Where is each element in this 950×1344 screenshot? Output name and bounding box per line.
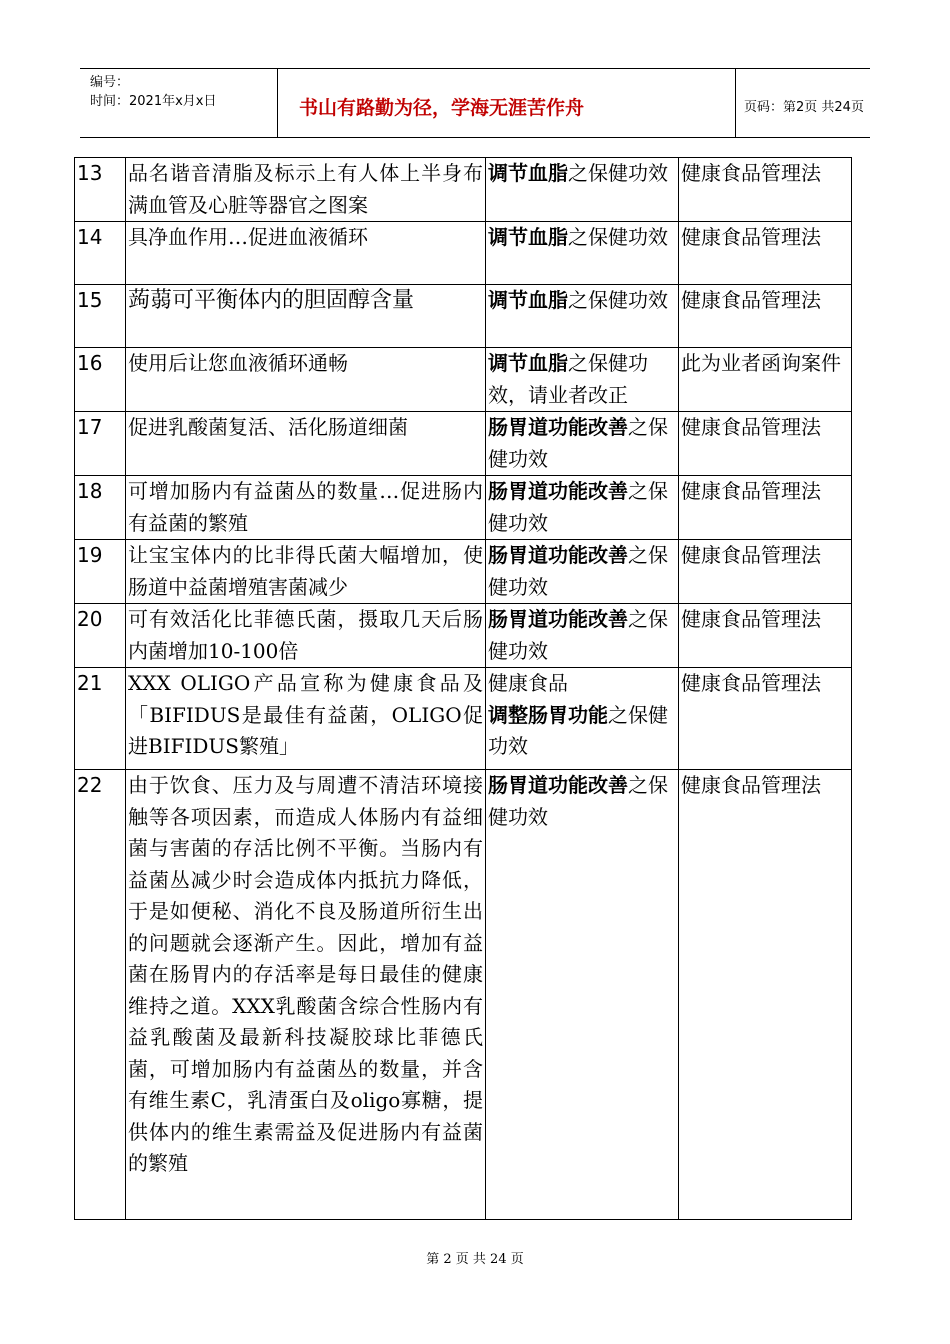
effect-keyword: 肠胃道功能改善 bbox=[488, 607, 628, 631]
effect-cell bbox=[486, 668, 679, 770]
legal-basis: 健康食品管理法 bbox=[679, 158, 852, 222]
effect-keyword: 肠胃道功能改善 bbox=[488, 479, 628, 503]
row-number: 14 bbox=[75, 222, 126, 285]
effect-cell bbox=[486, 348, 679, 412]
effect-cell bbox=[486, 540, 679, 604]
header-motto: 书山有路勤为径，学海无涯苦作舟 bbox=[278, 69, 736, 137]
legal-basis: 健康食品管理法 bbox=[679, 604, 852, 668]
effect-cell bbox=[486, 604, 679, 668]
effect-keyword: 调节血脂 bbox=[488, 288, 568, 312]
table-row bbox=[75, 222, 852, 285]
table-row bbox=[75, 158, 852, 222]
row-number: 20 bbox=[75, 604, 126, 668]
row-number: 13 bbox=[75, 158, 126, 222]
claim-text: 蒟蒻可平衡体内的胆固醇含量 bbox=[126, 285, 486, 348]
claim-text: 品名谐音清脂及标示上有人体上半身布满血管及心脏等器官之图案 bbox=[126, 158, 486, 222]
effect-keyword: 调整肠胃功能 bbox=[488, 702, 608, 727]
effect-cell bbox=[486, 412, 679, 476]
legal-basis: 健康食品管理法 bbox=[679, 476, 852, 540]
claim-text: 使用后让您血液循环通畅 bbox=[126, 348, 486, 412]
table-row bbox=[75, 668, 852, 770]
row-number: 16 bbox=[75, 348, 126, 412]
effect-keyword: 调节血脂 bbox=[488, 161, 568, 185]
effect-suffix: 之保健功效 bbox=[488, 702, 668, 758]
table-row bbox=[75, 348, 852, 412]
claim-text: 可有效活化比菲德氏菌，摄取几天后肠内菌增加10-100倍 bbox=[126, 604, 486, 668]
row-number: 22 bbox=[75, 770, 126, 1220]
effect-suffix: 之保健功效 bbox=[568, 225, 668, 249]
legal-basis: 健康食品管理法 bbox=[679, 540, 852, 604]
claim-text: 可增加肠内有益菌丛的数量…促进肠内有益菌的繁殖 bbox=[126, 476, 486, 540]
legal-basis: 健康食品管理法 bbox=[679, 412, 852, 476]
effect-keyword: 肠胃道功能改善 bbox=[488, 415, 628, 439]
legal-basis: 健康食品管理法 bbox=[679, 285, 852, 348]
claim-text: XXX OLIGO产品宣称为健康食品及「BIFIDUS是最佳有益菌，OLIGO促进BIFIDUS繁殖」 bbox=[126, 668, 486, 770]
effect-suffix: 之保健功效 bbox=[488, 479, 668, 535]
effect-suffix: 之保健功效 bbox=[568, 288, 668, 312]
row-number: 15 bbox=[75, 285, 126, 348]
effect-prefix: 健康食品 bbox=[488, 671, 568, 695]
row-number: 17 bbox=[75, 412, 126, 476]
effect-cell bbox=[486, 476, 679, 540]
legal-basis: 健康食品管理法 bbox=[679, 222, 852, 285]
table-row bbox=[75, 540, 852, 604]
legal-basis: 此为业者函询案件 bbox=[679, 348, 852, 412]
table-row bbox=[75, 770, 852, 1220]
effect-keyword: 调节血脂 bbox=[488, 351, 568, 375]
effect-keyword: 调节血脂 bbox=[488, 225, 568, 249]
page-header bbox=[80, 68, 870, 138]
table-row bbox=[75, 476, 852, 540]
effect-suffix: 之保健功效 bbox=[568, 161, 668, 185]
legal-basis: 健康食品管理法 bbox=[679, 668, 852, 770]
row-number: 19 bbox=[75, 540, 126, 604]
claims-table bbox=[74, 157, 852, 1220]
legal-basis: 健康食品管理法 bbox=[679, 770, 852, 1220]
effect-suffix: 之保健功效 bbox=[488, 543, 668, 599]
effect-cell bbox=[486, 222, 679, 285]
effect-suffix: 之保健功效 bbox=[488, 773, 668, 829]
row-number: 21 bbox=[75, 668, 126, 770]
effect-cell bbox=[486, 770, 679, 1220]
claim-text: 具净血作用…促进血液循环 bbox=[126, 222, 486, 285]
table-row bbox=[75, 412, 852, 476]
page-footer: 第 2 页 共 24 页 bbox=[426, 1252, 524, 1267]
effect-keyword: 肠胃道功能改善 bbox=[488, 773, 628, 797]
date-line: 时间：2021年x月x日 bbox=[90, 94, 217, 109]
row-number: 18 bbox=[75, 476, 126, 540]
effect-keyword: 肠胃道功能改善 bbox=[488, 543, 628, 567]
table-row bbox=[75, 604, 852, 668]
claim-text: 由于饮食、压力及与周遭不清洁环境接触等各项因素，而造成人体肠内有益细菌与害菌的存活比例不平衡。当肠内有益菌丛减少时会造成体内抵抗力降低，于是如便秘、消化不良及肠道所衍生出的问题就会逐渐产生。因此，增加有益菌在肠胃内的存活率是每日最佳的健康维持之道。XXX乳酸菌含综合性肠内有益乳酸菌及最新科技凝胶球比菲德氏菌，可增加肠内有益菌丛的数量，并含有维生素C，乳清蛋白及oligo寡糖，提供体内的维生素需益及促进肠内有益菌的繁殖 bbox=[126, 770, 486, 1220]
effect-suffix: 之保健功效 bbox=[488, 607, 668, 663]
effect-suffix: 之保健功效，请业者改正 bbox=[488, 351, 648, 407]
effect-cell bbox=[486, 158, 679, 222]
claim-text: 促进乳酸菌复活、活化肠道细菌 bbox=[126, 412, 486, 476]
table-row bbox=[75, 285, 852, 348]
effect-cell bbox=[486, 285, 679, 348]
effect-suffix: 之保健功效 bbox=[488, 415, 668, 471]
claim-text: 让宝宝体内的比非得氏菌大幅增加，使肠道中益菌增殖害菌减少 bbox=[126, 540, 486, 604]
serial-label: 编号： bbox=[90, 75, 130, 90]
header-page-info: 页码：第2页 共24页 bbox=[744, 99, 864, 115]
header-meta bbox=[80, 69, 278, 137]
